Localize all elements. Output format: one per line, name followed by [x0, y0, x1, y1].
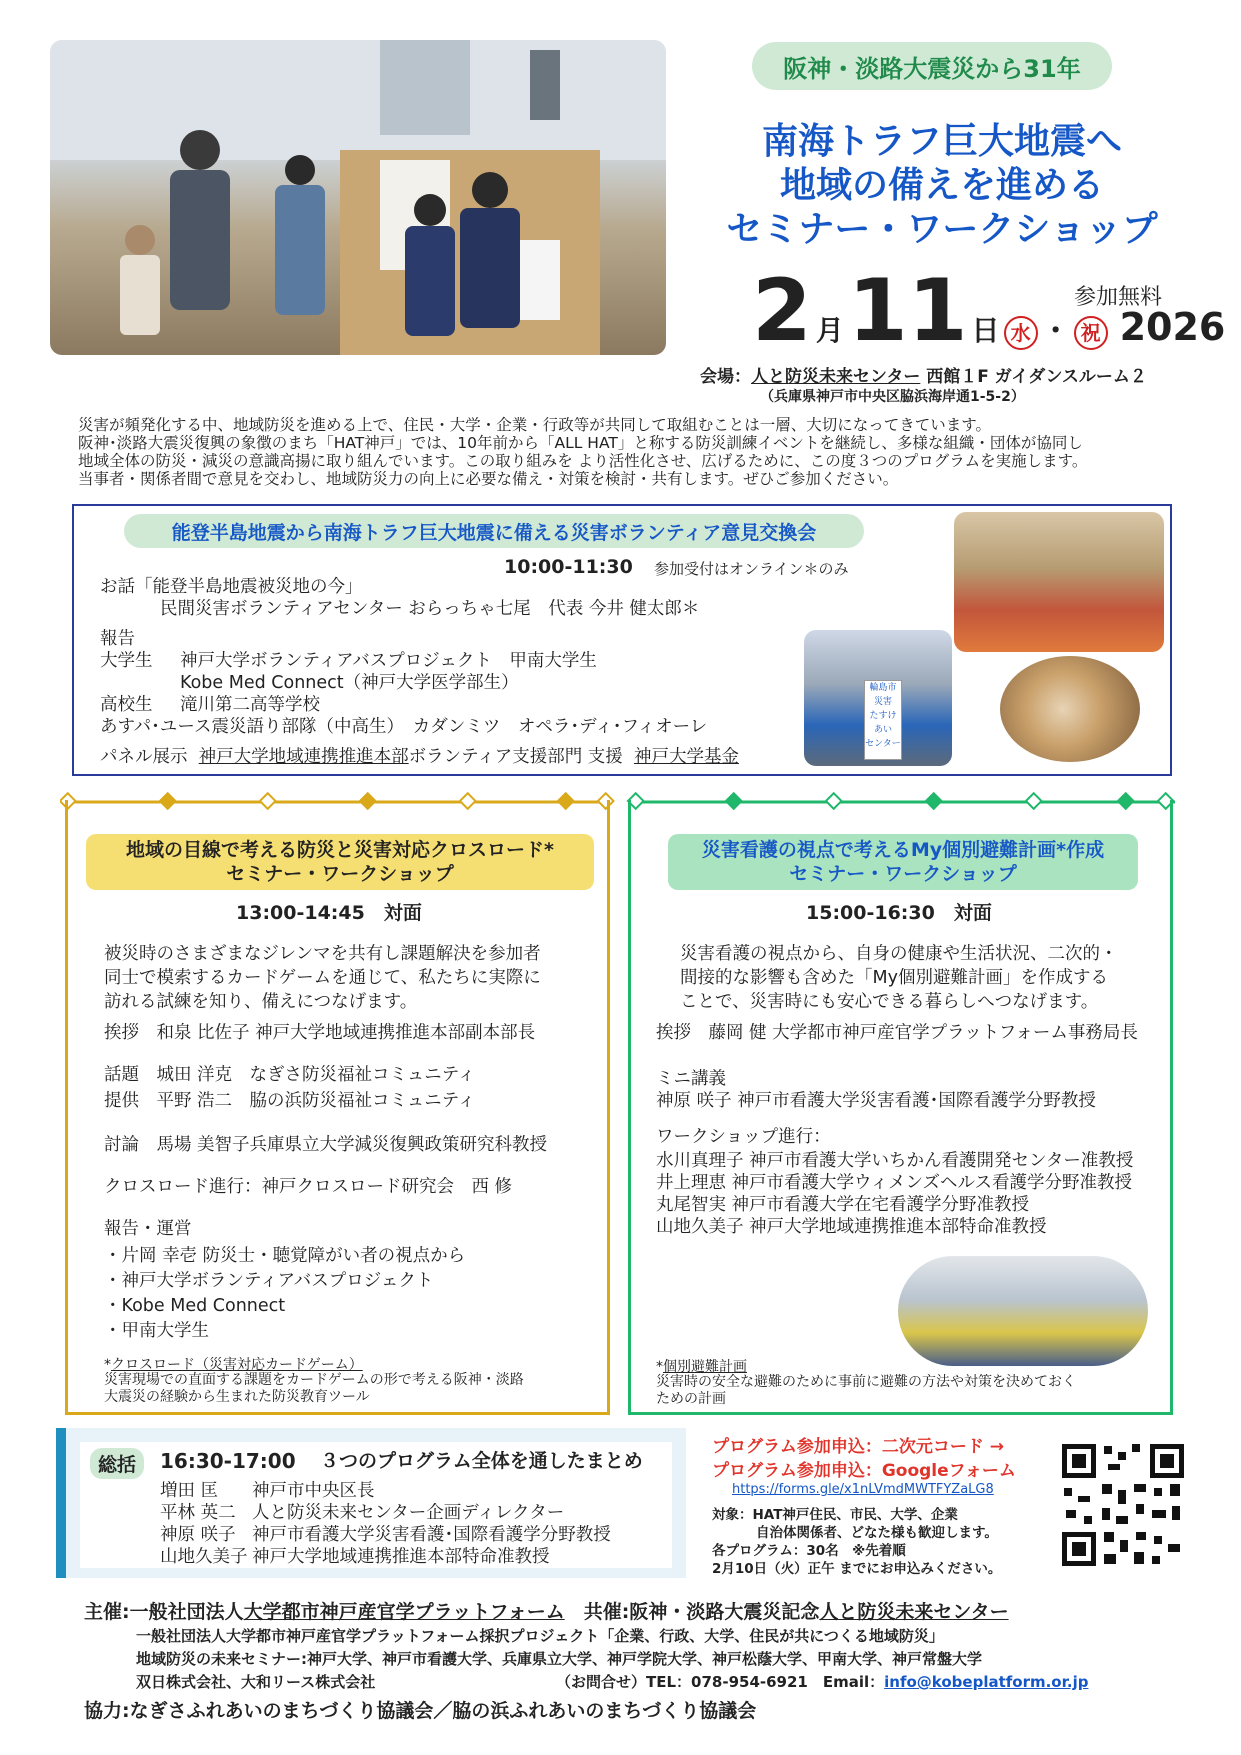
note-title: 個別避難計画 [663, 1359, 747, 1375]
univ-list-2: Kobe Med Connect（神戸大学医学部生） [180, 673, 519, 693]
nursing-photo [898, 1256, 1148, 1366]
workshop-photo [1000, 656, 1140, 762]
sign-line: 輪島市 [869, 683, 897, 693]
note-mark: * [656, 1359, 663, 1375]
list-item: ・Kobe Med Connect [104, 1296, 286, 1316]
desc-line: 間接的な影響も含めた「My個別避難計画」を作成する [680, 968, 1108, 988]
intro-line: 地域全体の防災・減災の意識高揚に取り組んでいます。この取り組みを より活性化させ、広げるために、この度３つのプログラムを実施します。 [78, 452, 1088, 470]
target-line: 対象：HAT神戸住民、市民、大学、企業 [712, 1507, 958, 1523]
program2-desc [104, 942, 541, 1014]
heading-line: 災害看護の視点で考えるMy個別避難計画*作成 [701, 839, 1105, 861]
program1-heading: 能登半島地震から南海トラフ巨大地震に備える災害ボランティア意見交換会 [124, 514, 864, 548]
page-title [672, 120, 1212, 252]
host-label: 主催:一般社団法人 [84, 1601, 244, 1623]
list-item: 井上理恵 神戸市看護大学ウィメンズヘルス看護学分野准教授 [656, 1173, 1132, 1193]
hs-name: 滝川第二高等学校 [180, 695, 320, 715]
program3-note-title [656, 1356, 747, 1376]
summary-time: 16:30-17:00 [160, 1449, 296, 1473]
note-line: ための計画 [656, 1391, 726, 1407]
sign-line: 災害 [873, 697, 892, 707]
desc-line: ことで、災害時にも安心できる暮らしへつなげます。 [680, 992, 1099, 1012]
program2-discussion: 討論 馬場 美智子兵庫県立大学減災復興政策研究科教授 [104, 1135, 548, 1155]
venue-room: 西館１F ガイダンスルーム２ [920, 367, 1147, 387]
footer-project: 一般社団法人大学都市神戸産官学プラットフォーム採択プロジェクト「企業、行政、大学、住民が共につくる地域防災」 [136, 1627, 944, 1645]
program2-time: 13:00-14:45 対面 [236, 902, 422, 924]
title-line: 南海トラフ巨大地震へ [761, 121, 1122, 162]
summary-roles [252, 1480, 611, 1568]
date-month: 2 [752, 261, 812, 361]
program2-items [104, 1244, 465, 1344]
co-label: 共催:阪神・淡路大震災記念 [564, 1601, 820, 1623]
free-label: 参加無料 [1074, 285, 1163, 310]
list-item: ・甲南大学生 [104, 1321, 209, 1341]
heading-line: 地域の目線で考える防災と災害対応クロスロード* [126, 839, 554, 861]
venue [700, 362, 1147, 387]
panel-mid: ボランティア支援部門 支援 [408, 747, 623, 767]
person-role: 神戸市中央区長 [252, 1481, 375, 1501]
desc-line: 災害看護の視点から、自身の健康や生活状況、二次的・ [680, 944, 1118, 964]
footer-contact [556, 1671, 1088, 1692]
person-role: 神戸大学地域連携推進本部特命准教授 [252, 1547, 550, 1567]
program3-greeting: 挨拶 藤岡 健 大学都市神戸産官学プラットフォーム事務局長 [656, 1023, 1138, 1043]
panel-exhibit [100, 746, 739, 768]
separator-dot: ・ [1041, 314, 1070, 347]
hs-label: 高校生 [100, 695, 153, 715]
program3-ws: ワークショップ進行： [656, 1127, 831, 1147]
weekday-badge: 水 [1004, 316, 1038, 350]
person-name: 山地久美子 [160, 1547, 248, 1567]
list-item: 丸尾智実 神戸市看護大学在宅看護学分野准教授 [656, 1195, 1030, 1215]
intro-line: 阪神･淡路大震災復興の象徴のまち「HAT神戸」では、10年前から「ALL HAT」と称する防災訓練イベントを継続し、多様な組織・団体が協同し [78, 434, 1083, 452]
note-line: 大震災の経験から生まれた防災教育ツール [104, 1389, 370, 1405]
program1-time: 10:00-11:30 [504, 556, 633, 578]
summary-names [160, 1480, 248, 1568]
person-role: 人と防災未来センター企画ディレクター [252, 1503, 565, 1523]
program1-box [72, 504, 1172, 776]
note-title: クロスロード（災害対応カードゲーム） [111, 1357, 363, 1373]
program1-report-label: 報告 [100, 629, 135, 649]
panel-org: 神戸大学地域連携推進本部 [198, 747, 409, 767]
program1-talk: お話「能登半島地震被災地の今」 [100, 577, 363, 597]
footer-host [84, 1597, 1009, 1624]
day-unit: 日 [971, 314, 1000, 347]
summary-box [56, 1428, 686, 1578]
qr-code-icon[interactable] [1058, 1440, 1188, 1570]
sign-line: たすけ [869, 711, 897, 721]
capacity: 各プログラム：30名 ※先着順 [712, 1543, 906, 1559]
program2-provide: 提供 平野 浩二 脇の浜防災福祉コミュニティ [104, 1091, 476, 1111]
program3-ws-items [656, 1150, 1133, 1238]
program3-time: 15:00-16:30 対面 [806, 902, 992, 924]
program3-desc [680, 942, 1118, 1014]
person-name: 神原 咲子 [160, 1525, 236, 1545]
univ-list: 神戸大学ボランティアバスプロジェクト 甲南大学生 [180, 651, 597, 671]
program2-crossroad: クロスロード進行：神戸クロスロード研究会 西 修 [104, 1177, 513, 1197]
venue-label: 会場： [700, 367, 751, 387]
event-photo [50, 40, 666, 355]
program2-topic: 話題 城田 洋克 なぎさ防災福祉コミュニティ [104, 1065, 476, 1085]
apply-details [712, 1506, 1001, 1578]
meeting-photo [954, 512, 1164, 652]
panel-fund: 神戸大学基金 [633, 747, 739, 767]
summary-tag: 総括 [90, 1448, 144, 1479]
sign-board [864, 680, 902, 760]
deadline: 2月10日（火）正午 までにお申込みください。 [712, 1561, 1002, 1577]
year: 2026 [1119, 305, 1226, 349]
program2-note-title [104, 1354, 363, 1374]
holiday-badge: 祝 [1074, 316, 1108, 350]
co-name: 人と防災未来センター [819, 1601, 1009, 1623]
footer-cooperation: 協力:なぎさふれあいのまちづくり協議会／脇の浜ふれあいのまちづくり協議会 [84, 1700, 757, 1722]
intro-text [78, 416, 1178, 488]
intro-line: 災害が頻発化する中、地域防災を進める上で、住民・大学・企業・行政等が共同して取組むことは一層、大切になってきています。 [78, 416, 991, 434]
footer-members: 地域防災の未来セミナー:神戸大学、神戸市看護大学、兵庫県立大学、神戸学院大学、神戸松蔭大学、甲南大学、神戸常盤大学 [136, 1650, 983, 1668]
person-role: 神戸市看護大学災害看護･国際看護学分野教授 [252, 1525, 611, 1545]
sign-line: センター [865, 739, 901, 749]
program3-heading [668, 834, 1138, 890]
apply-form-label: プログラム参加申込：Googleフォーム [712, 1461, 1016, 1481]
intro-line: 当事者・関係者間で意見を交わし、地域防災力の向上に必要な備え・対策を検討・共有します。ぜひご参加ください。 [78, 470, 899, 488]
title-line: セミナー・ワークショップ [726, 209, 1158, 250]
email-link[interactable]: info@kobeplatform.or.jp [884, 1673, 1089, 1691]
heading-line: セミナー・ワークショップ [226, 863, 454, 885]
program3-mini-person: 神原 咲子 神戸市看護大学災害看護･国際看護学分野教授 [656, 1091, 1096, 1111]
heading-line: セミナー・ワークショップ [789, 863, 1017, 885]
panel-label: パネル展示 [100, 747, 188, 767]
apply-form-link[interactable]: https://forms.gle/x1nLVmdMWTFYZaLG8 [732, 1482, 994, 1497]
program2-greeting: 挨拶 和泉 比佐子 神戸大学地域連携推進本部副本部長 [104, 1023, 536, 1043]
program2-heading [86, 834, 594, 890]
program2-note [104, 1372, 524, 1406]
program1-time-note: 参加受付はオンライン＊のみ [654, 560, 849, 578]
list-item: 水川真理子 神戸市看護大学いちかん看護開発センター准教授 [656, 1151, 1134, 1171]
note-line: 災害現場での直面する課題をカードゲームの形で考える阪神・淡路 [104, 1372, 524, 1388]
title-line: 地域の備えを進める [779, 165, 1104, 206]
target-line: 自治体関係者、どなた様も歓迎します。 [756, 1525, 998, 1541]
program3-note [656, 1374, 1076, 1408]
venue-name: 人と防災未来センター [751, 367, 921, 387]
volunteer-photo [804, 630, 952, 766]
univ-label: 大学生 [100, 651, 153, 671]
note-line: 災害時の安全な避難のために事前に避難の方法や対策を決めておく [656, 1374, 1076, 1390]
event-date [752, 261, 1226, 361]
month-unit: 月 [815, 314, 844, 347]
summary-title: ３つのプログラム全体を通したまとめ [320, 1450, 643, 1472]
person-name: 平林 英二 [160, 1503, 236, 1523]
footer-companies: 双日株式会社、大和リース株式会社 [136, 1673, 376, 1691]
anniversary-badge: 阪神・淡路大震災から31年 [752, 42, 1112, 90]
venue-address: （兵庫県神戸市中央区脇浜海岸通1-5-2） [760, 389, 1025, 405]
date-day: 11 [847, 261, 968, 361]
program3-mini: ミニ講義 [656, 1069, 726, 1089]
desc-line: 同士で模索するカードゲームを通じて、私たちに実際に [104, 968, 541, 988]
list-item: ・神戸大学ボランティアバスプロジェクト [104, 1271, 434, 1291]
summary-inner [80, 1442, 672, 1568]
list-item: 山地久美子 神戸大学地域連携推進本部特命准教授 [656, 1217, 1047, 1237]
contact-label: （お問合せ）TEL：078-954-6921 Email： [556, 1673, 885, 1691]
person-name: 増田 匡 [160, 1481, 219, 1501]
desc-line: 被災時のさまざまなジレンマを共有し課題解決を参加者 [104, 944, 541, 964]
desc-line: 訪れる試練を知り、備えにつなげます。 [104, 992, 418, 1012]
program2-report: 報告・運営 [104, 1219, 192, 1239]
asupa: あすパ･ユース震災語り部隊（中高生） カダンミツ オペラ･ディ･フィオーレ [100, 717, 708, 737]
host-name: 大学都市神戸産官学プラットフォーム [243, 1601, 565, 1623]
note-mark: * [104, 1357, 111, 1373]
program1-speaker: 民間災害ボランティアセンター おらっちゃ七尾 代表 今井 健太郎＊ [160, 599, 700, 619]
sign-line: あい [873, 725, 892, 735]
apply-qr-label: プログラム参加申込：二次元コード → [712, 1437, 1004, 1457]
list-item: ・片岡 幸壱 防災士・聴覚障がい者の視点から [104, 1246, 466, 1266]
